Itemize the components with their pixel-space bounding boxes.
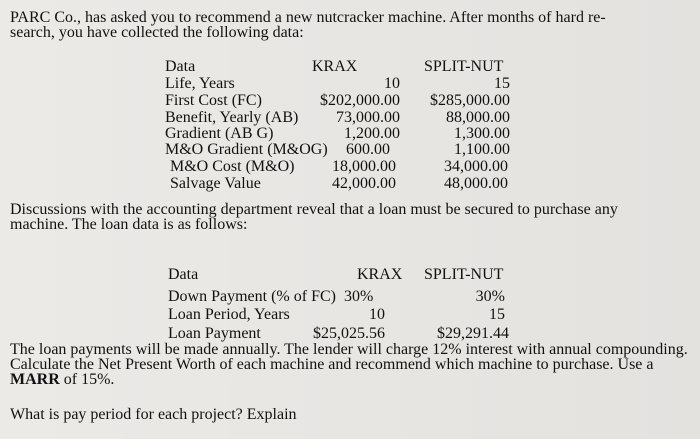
machine-row-splitnut: 1,300.00 xyxy=(454,125,510,142)
machine-table-header-splitnut: SPLIT-NUT xyxy=(424,58,504,75)
machine-row-label: M&O Cost (M&O) xyxy=(170,158,295,175)
machine-row-splitnut: 88,000.00 xyxy=(446,109,510,126)
loan-intro-line-1: Discussions with the accounting department reveal that a loan must be secured to purchase any xyxy=(10,201,618,218)
loan-row-krax: $25,025.56 xyxy=(313,325,385,342)
conclusion-line-1: The loan payments will be made annually. The lender will charge 12% interest with annual compounding. xyxy=(10,341,688,358)
loan-row-splitnut: 30% xyxy=(475,288,505,305)
loan-row-krax: 30% xyxy=(344,288,374,305)
conclusion-line-2: Calculate the Net Present Worth of each machine and recommend which machine to purchase. Use a xyxy=(10,356,654,373)
loan-row-label: Down Payment (% of FC) xyxy=(168,288,336,305)
machine-row-krax: 73,000.00 xyxy=(336,109,400,126)
machine-row-label: Life, Years xyxy=(165,75,235,92)
loan-row-label: Loan Payment xyxy=(168,325,261,342)
machine-row-krax: 42,000.00 xyxy=(332,175,396,192)
intro-line-1: PARC Co., has asked you to recommend a new nutcracker machine. After months of hard re- xyxy=(10,9,606,26)
machine-row-label: Salvage Value xyxy=(170,175,261,192)
machine-row-krax: 600.00 xyxy=(346,141,390,158)
machine-row-splitnut: $285,000.00 xyxy=(430,92,510,109)
question-text: What is pay period for each project? Explain xyxy=(10,406,297,423)
machine-row-splitnut: 1,100.00 xyxy=(454,141,510,158)
machine-row-label: M&O Gradient (M&OG) xyxy=(165,141,328,158)
loan-row-label: Loan Period, Years xyxy=(168,306,290,323)
machine-row-splitnut: 34,000.00 xyxy=(444,158,508,175)
machine-row-splitnut: 15 xyxy=(494,75,510,92)
loan-table-header-krax: KRAX xyxy=(357,266,403,283)
machine-table-header-krax: KRAX xyxy=(312,58,358,75)
machine-row-splitnut: 48,000.00 xyxy=(444,175,508,192)
machine-row-label: Gradient (AB G) xyxy=(165,125,274,142)
loan-row-splitnut: 15 xyxy=(489,306,505,323)
loan-row-krax: 10 xyxy=(369,306,385,323)
machine-row-label: First Cost (FC) xyxy=(165,92,262,109)
intro-line-2: search, you have collected the following data: xyxy=(10,24,304,41)
machine-row-krax: $202,000.00 xyxy=(320,92,400,109)
loan-table-header-data: Data xyxy=(168,266,199,283)
loan-row-splitnut: $29,291.44 xyxy=(437,325,509,342)
machine-row-krax: 1,200.00 xyxy=(344,125,400,142)
marr-rest: of 15%. xyxy=(59,371,115,388)
machine-table-header-data: Data xyxy=(165,58,196,75)
machine-row-krax: 18,000.00 xyxy=(332,158,396,175)
machine-row-krax: 10 xyxy=(384,75,400,92)
conclusion-line-3 xyxy=(10,372,114,388)
machine-row-label: Benefit, Yearly (AB) xyxy=(165,109,299,126)
loan-table-header-splitnut: SPLIT-NUT xyxy=(424,266,504,283)
marr-bold: MARR xyxy=(10,371,60,388)
loan-intro-line-2: machine. The loan data is as follows: xyxy=(10,216,248,233)
